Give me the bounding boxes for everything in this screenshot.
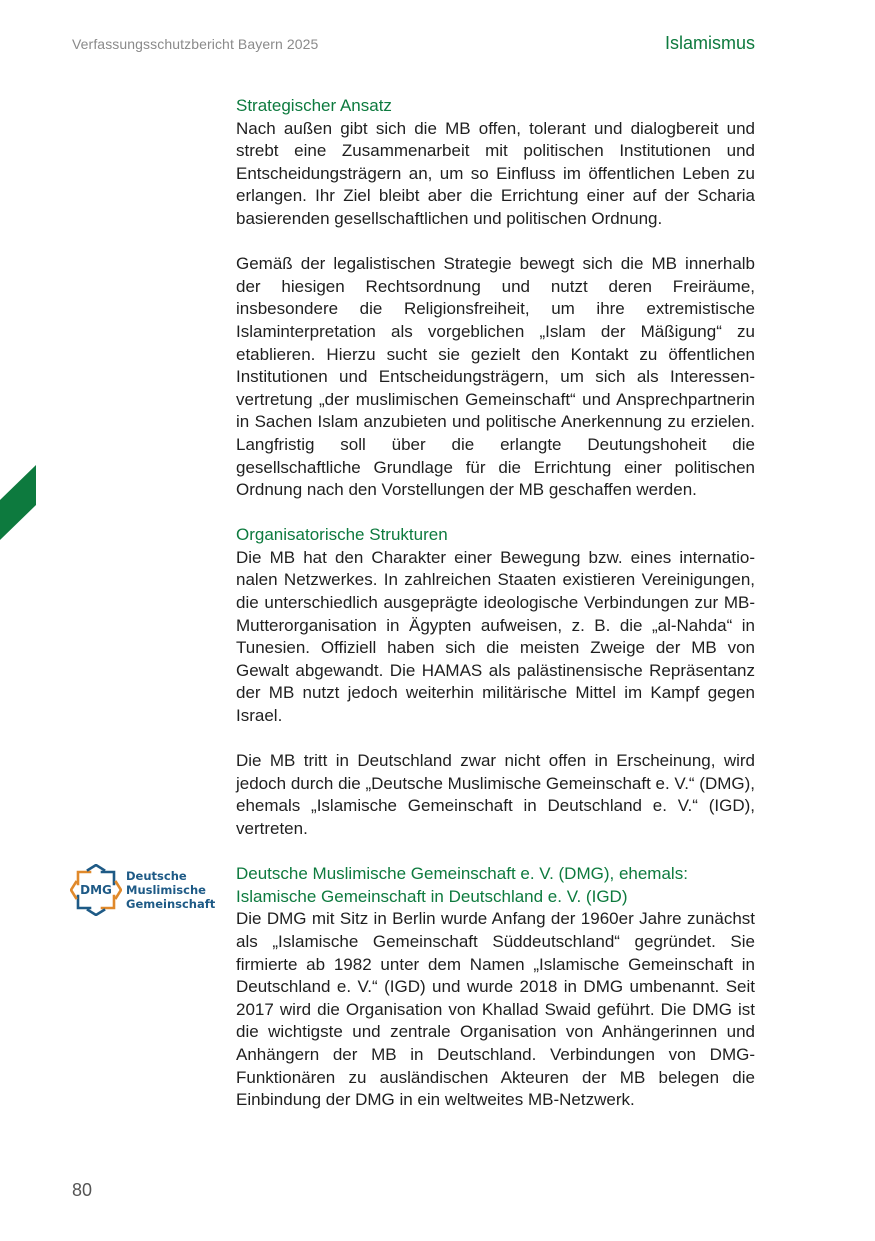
paragraph-strategic-1: Nach außen gibt sich die MB offen, tolerant und dialogbereit und strebt eine Zusammenarbeit mit politischen Institutionen und Entscheidungsträgern an, um so Einfluss im öffentlichen Leben zu erlangen. Ihr Ziel bleibt aber die Errichtung einer auf der Scharia basierenden gesellschaftlichen und politischen Ordnung. [236,118,755,228]
paragraph-dmg-1: Die DMG mit Sitz in Berlin wurde Anfang der 1960er Jahre zunächst als „Islamische Gemeinschaft Süddeutschland“ gegründet. Sie firmierte ab 1982 unter dem Namen „Islamische Gemeinschaft in Deutschland e. V.“ (IGD) und wurde 2018 in DMG umbenannt. Seit 2017 wird die Organisation von Khallad Swaid geführt. Die DMG ist die wichtigste und zentrale Organisation von Anhängerinnen und Anhängern der MB in Deutschland. Verbindungen von DMG-Funktionären zu ausländischen Akteuren der MB belegen die Einbindung der DMG in ein weltweites MB-Netzwerk. [236,909,755,1110]
chapter-tab-marker [0,465,36,540]
dmg-star-emblem [70,864,122,916]
running-header-chapter: Islamismus [664,33,755,53]
running-header-report-title: Verfassungsschutzbericht Bayern 2025 [72,36,319,52]
dmg-logo-line3: Gemeinschaft [126,897,216,911]
dmg-logo-wordmark [126,869,215,911]
paragraph-strategic-2: Gemäß der legalistischen Strategie bewegt sich die MB innerhalb der hiesigen Rechtsordnung und nutzt deren Freiräume, insbesondere die Religionsfreiheit, um ihre extremistische Islaminterpretation als vorgeblichen „Islam der Mäßigung“ zu etablieren. Hierzu sucht sie gezielt den Kontakt zu öffentlichen Institutionen und Entscheidungsträgern, um sich als Interessenvertretung „der muslimischen Gemeinschaft“ und Ansprechpartnerin in Sachen Islam anzubieten und politische Anerkennung zu erzielen. Langfristig soll über die erlangte Deutungshoheit die gesellschaftliche Grundlage für die Errichtung einer politischen Ordnung nach den Vorstellungen der MB geschaffen werden. [236,254,755,500]
heading-strategic-approach: Strategischer Ansatz [236,96,392,115]
dmg-logo-abbreviation: DMG [80,883,112,897]
dmg-logo [70,862,216,918]
dmg-logo-line1: Deutsche [126,869,187,883]
paragraph-organizational-1: Die MB hat den Charakter einer Bewegung bzw. eines internationalen Netzwerkes. In zahlreichen Staaten existieren Vereinigungen, die unterschiedlich ausgeprägte ideologische Verbindungen zur MB-Mutterorganisation in Ägypten aufweisen, z. B. die „al-Nahda“ in Tunesien. Offiziell haben sich die meisten Zweige der MB von Gewalt abgewandt. Die HAMAS als palästinensische Repräsentanz der MB nutzt jedoch weiterhin militärische Mittel im Kampf gegen Israel. [236,547,755,726]
heading-dmg [236,863,755,908]
heading-dmg-line1: Deutsche Muslimische Gemeinschaft e. V. (DMG), ehemals: [236,864,688,884]
page-number: 80 [72,1180,93,1200]
dmg-logo-line2: Muslimische [126,883,206,897]
heading-organizational-structures: Organisatorische Strukturen [236,525,448,545]
main-text-column [236,95,755,1112]
paragraph-organizational-2: Die MB tritt in Deutschland zwar nicht offen in Erscheinung, wird jedoch durch die „Deutsche Muslimische Gemeinschaft e. V.“ (DMG), ehemals „Islamische Gemeinschaft in Deutschland e. V.“ (IGD), vertreten. [236,751,756,838]
heading-dmg-line2: Islamische Gemeinschaft in Deutschland e. V. (IGD) [236,886,628,906]
